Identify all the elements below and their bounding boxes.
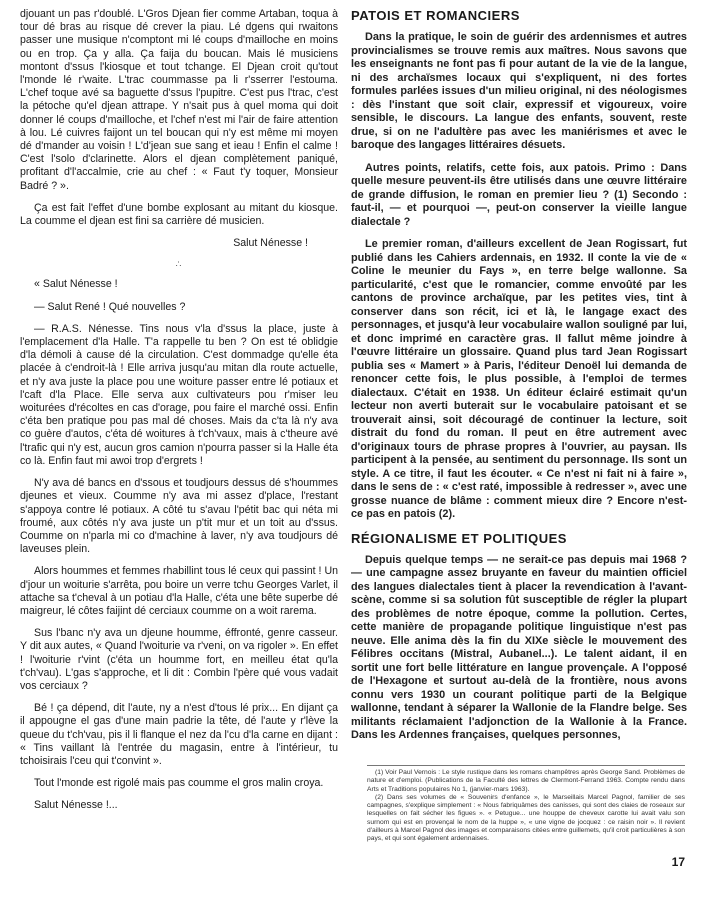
left-column <box>20 8 338 822</box>
footnote: (1) Voir Paul Vernois : Le style rustique dans les romans champêtres après George Sand. Problèmes de nature et d'emploi. (Publications de la Faculté des lettres de Clermont-Ferrand 1963. Compte rendu dans Arts et Traditions populaires No 1, (janvier-mars 1963). <box>367 769 685 793</box>
closing-salutation: Salut Nénesse !... <box>34 799 118 812</box>
paragraph: — R.A.S. Nénesse. Tins nous v'la d'ssus la place, juste à l'emplacement d'la Halle. T'a rappelle tu ben ? On est té oblidgie d'la démoli à cause dé la circulation. C'est dommadge qu'elle éta placée à c'endroit-là ! Elle arriva jusqu'au mitan dla route actuelle, et n'y ava juste la place pou une woiture passer entre lé potiaux et l'caft d'la Place. Elle serva aux cultivateurs pou r'miser leu woiturées d'récoltes en cas d'orage, pou faire el marché ossi. Enfin c'éta ben pratique pou pas mal dé choses. Mais da c'ta là n'y ava co guère d'autos, c'éta dé woitures à t'ch'vaux, mais à c'theure avé l'trafic qui n'y est, aucun gros camion n'pourra passer si la Halle éta co là. Enfin faut mi awoi trop d'ergrets ! <box>20 322 338 467</box>
paragraph: Sus l'banc n'y ava un djeune houmme, éffronté, genre casseur. Y dit aux autes, « Quand l'woiturie va r'veni, on va rigoler ». En effet ! l'woiturie r'vint (c'éta un houmme fort, en meilleu état qu'la t'ch'vau). L'gas s'approche, et li dit : Combin l'père qué vous vadait vos cerciaux ? <box>20 627 338 692</box>
section-separator: ∴ <box>175 259 183 270</box>
paragraph: Bé ! ça dépend, dit l'aute, ny a n'est d'tous lé prix... En dijant ça il appougne el gas d'une main padrie la tête, dé l'aute y r'lève la queue du t'ch'vau, pis il li flanque el nez da l'cu d'la carne en dijant : « Tins vaillant là l'entrée du magasin, entre à l'intérieur, tu tchoisirais l'ceu qui t'convint ». <box>20 702 338 767</box>
paragraph: djouant un pas r'doublé. L'Gros Djean fier comme Artaban, toqua à tour dé bras au risque dé crever la piau. Lé dgens qui rwaitons passer une musique n'comptont mi lé coups d'mailloche en moins ou en trop. Ça y alla. Ça faija du boucan. Mais lé musiciens montont d'ssus l'kiosque et tout tchange. El Djean croit qu'tout l'monde lé r'waite. L'trac coummasse pa li r'sserrer l'estouma. L'chef toque avé sa baguette d'ssus l'pupitre. C'est pus l'trac, c'est la pétoche qu'el djean attrape. Y n'sait pus à quel moma qui doit donner lé coups d'mailloche, et l'chef n'est mi l'air de faire attention à lou. Lé cuivres faijont un tel boucan qui n'y est même mi moyen dé d'mander au voisin ! L'd'jean sue sang et ieau ! Enfin el calme ! C'est l'solo d'clarinette. Alors el djean complètement paniqué, profitant d'l'accalmie, crie au chef : « Faut t'y toquer, Monsieur Badré ? ». <box>20 8 338 192</box>
page-number: 17 <box>671 855 685 869</box>
paragraph: Tout l'monde est rigolé mais pas coumme el gros malin croya. <box>34 777 324 790</box>
footnote: (2) Dans ses volumes de « Souvenirs d'enfance », le Marseillais Marcel Pagnol, familier de ses campagnes, s'explique simplement : « Nous fabriquâmes des canisses, qui sont des claies de roseaux sur lesquelles on fait sécher les figues ». « Petugue... une houppe de cheveux carotte lui avait valu son surnom qui est en provençal le nom de la huppe », « une vigne de jocquez : ce raisin noir ». Il revient d'ailleurs à Marcel Pagnol des images et comparaisons citées entre guillemets, qu'il croit particulières à son pays, et qui sont également ardennaises. <box>367 793 685 843</box>
paragraph: Le premier roman, d'ailleurs excellent de Jean Rogissart, fut publié dans les Cahiers ardennais, en 1932. Il conte la vie de « Coline le meunier du Fays », en terre belge wallonne. Sa particularité, c'est que le romancier, comme envoûté par les cantons de province archaïque, par les petites vies, tint à conserver dans son récit, ici et là, le langage exact des personnages, et jusqu'à leur vocabulaire wallon souligné par lui, et donc imprimé en caractère gras. Il fallut même joindre à l'œuvre littéraire un glossaire. Quand plus tard Jean Rogissart publia ses « Mamert » à Paris, l'éditeur Denoël lui demanda de renoncer cette fois, le plus possible, à l'emploi de termes dialectaux. C'était en 1938. Un éditeur éclairé estimait qu'un lecteur non averti buterait sur le vocabulaire patoisant et se trouverait ainsi, soit découragé de continuer la lecture, soit distrait du fond du roman. Il peut en être autrement avec d'originaux tours de phrase propres à l'ouvrier, au paysan. Ils participent à la pensée, au sentiment du personnage. Ils sont un style. A ce titre, il faut les écouter. « Ce n'est ni fait ni à faire », dans le sens de : « c'est raté, impossible à redresser », avec une grosse nuance de blâme : comment mieux dire ? Encore n'est-ce pas en patois (2). <box>351 238 687 520</box>
paragraph: — Salut René ! Qué nouvelles ? <box>34 300 186 313</box>
paragraph: « Salut Nénesse ! <box>34 278 118 291</box>
paragraph: Ça est fait l'effet d'une bombe explosant au mitant du kiosque. La coumme el djean est fini sa carrière dé musicien. <box>20 201 338 228</box>
paragraph: Dans la pratique, le soin de guérir des ardennismes et autres provincialismes se trouve remis aux maîtres. Nous savons que les enseignants ne font pas fi pour autant de la vie de la langue, ni des archaïsmes locaux qui s'expliquent, ni des fortes formules parlées issues d'un milieu original, ni des néologismes : dès l'instant que soit clair, expressif et vigoureux, voire sensible, le discours. La langue des enfants, souvent, reste drue, si on ne l'adultère pas avec les maniérismes et avec le baroque des langages littéraires désuets. <box>351 31 687 151</box>
section-heading: RÉGIONALISME ET POLITIQUES <box>351 530 567 546</box>
paragraph: Depuis quelque temps — ne serait-ce pas depuis mai 1968 ? — une campagne assez bruyante en faveur du maintien officiel des langues dialectales tient à placer la revendication à l'avant-scène, comme si sa solution fût susceptible de régler la plupart des problèmes de notre époque, comme la pollution. Certes, cette manière de propagande politique linguistique n'est pas neuve. Elle anima dès la fin du XIXe siècle le mouvement des Félibres occitans (Mistral, Aubanel...). Le talent aidant, il en sortit une fort belle littérature en langue provençale. A l'opposé de l'Hexagone et surtout au-delà de la frontière, nous avons connu vers 1930 un courant politique parti de la Belgique wallonne, tendant à séparer la Wallonie de la Flandre belge. Ses militants réclamaient l'adjonction de la Wallonie à la France. Dans les Ardennes françaises, quelques personnes, <box>351 553 687 741</box>
section-heading: PATOIS ET ROMANCIERS <box>351 8 520 23</box>
paragraph: Autres points, relatifs, cette fois, aux patois. Primo : Dans quelle mesure peuvent-ils être utilisés dans une œuvre littéraire de grande diffusion, le roman en premier lieu ? (1) Secondo : faut-il, — et pourquoi —, peut-on conserver la vieille langue dialectale ? <box>351 161 687 228</box>
footnotes <box>367 765 685 844</box>
paragraph: N'y ava dé bancs en d'ssous et toudjours dessus dé s'hoummes djeunes et vieux. Coumme n'y ava mi assez d'place, l'restant s'appoya contre lé potiaux. A côté tu s'avau l'pétit bac qui néta mi froumé, aux côtés n'y ava juste un p'tit mur et un toit au d'ssus. Coumme on n'parla mi co d'machine à laver, n'y ava toudjours dé laveuses plein. <box>20 477 338 556</box>
paragraph: Alors hoummes et femmes rhabillint tous lé ceux qui passint ! Un d'jour un woiturie s'arrêta, pou boire un verre tchu Georges Varlet, il attache sa t'cheval à un potiau d'la Halle, c'éta une bête superbe dé maigreur, lé côtes faijint dé cerciaux coumme on a woit rarema. <box>20 565 338 617</box>
right-column <box>351 8 687 752</box>
salutation: Salut Nénesse ! <box>233 237 308 250</box>
